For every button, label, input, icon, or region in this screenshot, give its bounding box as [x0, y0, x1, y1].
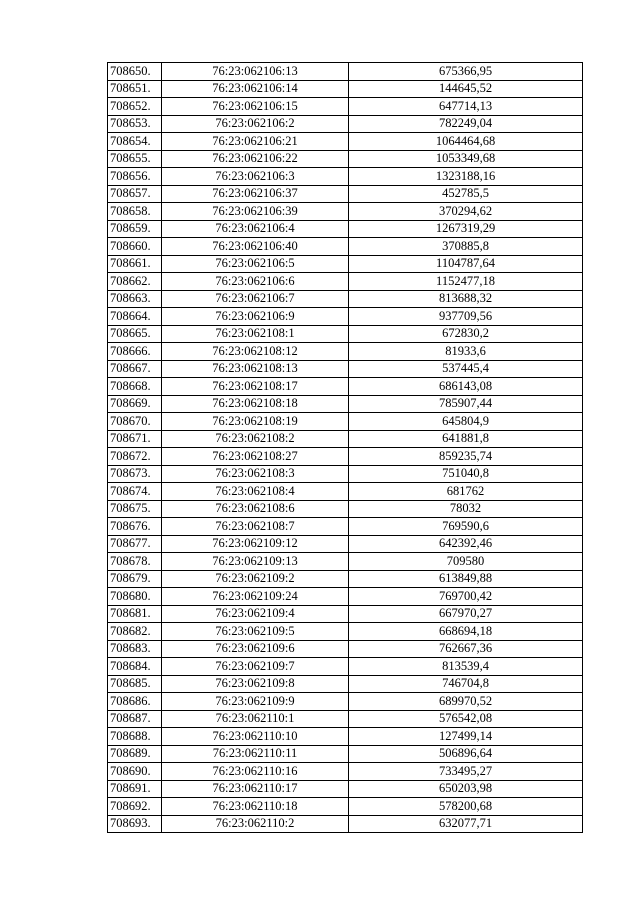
row-number: 708673.: [108, 465, 162, 483]
table-row: [108, 623, 583, 641]
row-number: 708688.: [108, 728, 162, 746]
cadastral-value: 1064464,68: [349, 133, 583, 151]
cadastral-number: 76:23:062106:6: [162, 273, 349, 291]
cadastral-number: 76:23:062108:4: [162, 483, 349, 501]
row-number: 708681.: [108, 605, 162, 623]
table-row: [108, 570, 583, 588]
cadastral-value: 78032: [349, 500, 583, 518]
table-row: [108, 675, 583, 693]
cadastral-number: 76:23:062106:21: [162, 133, 349, 151]
cadastral-number: 76:23:062109:7: [162, 658, 349, 676]
row-number: 708675.: [108, 500, 162, 518]
cadastral-number: 76:23:062108:17: [162, 378, 349, 396]
table-row: [108, 255, 583, 273]
cadastral-number: 76:23:062106:39: [162, 203, 349, 221]
cadastral-value: 1053349,68: [349, 150, 583, 168]
row-number: 708653.: [108, 115, 162, 133]
row-number: 708687.: [108, 710, 162, 728]
cadastral-number: 76:23:062110:16: [162, 763, 349, 781]
row-number: 708676.: [108, 518, 162, 536]
row-number: 708679.: [108, 570, 162, 588]
cadastral-number: 76:23:062106:14: [162, 80, 349, 98]
cadastral-number: 76:23:062106:9: [162, 308, 349, 326]
table-row: [108, 238, 583, 256]
cadastral-number: 76:23:062109:13: [162, 553, 349, 571]
cadastral-number: 76:23:062106:40: [162, 238, 349, 256]
row-number: 708657.: [108, 185, 162, 203]
table-row: [108, 133, 583, 151]
table-row: [108, 273, 583, 291]
row-number: 708654.: [108, 133, 162, 151]
table-row: [108, 745, 583, 763]
cadastral-number: 76:23:062110:18: [162, 798, 349, 816]
table-row: [108, 168, 583, 186]
cadastral-number: 76:23:062109:5: [162, 623, 349, 641]
cadastral-value: 81933,6: [349, 343, 583, 361]
row-number: 708665.: [108, 325, 162, 343]
cadastral-value: 452785,5: [349, 185, 583, 203]
row-number: 708652.: [108, 98, 162, 116]
row-number: 708656.: [108, 168, 162, 186]
table-body: [108, 63, 583, 833]
table-row: [108, 203, 583, 221]
cadastral-value: 859235,74: [349, 448, 583, 466]
table-row: [108, 465, 583, 483]
cadastral-value: 647714,13: [349, 98, 583, 116]
cadastral-value: 1323188,16: [349, 168, 583, 186]
table-row: [108, 588, 583, 606]
cadastral-value: 937709,56: [349, 308, 583, 326]
cadastral-number: 76:23:062106:13: [162, 63, 349, 81]
table-row: [108, 780, 583, 798]
row-number: 708692.: [108, 798, 162, 816]
row-number: 708650.: [108, 63, 162, 81]
cadastral-value: 632077,71: [349, 815, 583, 833]
cadastral-value: 785907,44: [349, 395, 583, 413]
row-number: 708672.: [108, 448, 162, 466]
table-row: [108, 430, 583, 448]
table-row: [108, 413, 583, 431]
table-row: [108, 605, 583, 623]
cadastral-number: 76:23:062106:22: [162, 150, 349, 168]
cadastral-value: 1104787,64: [349, 255, 583, 273]
row-number: 708663.: [108, 290, 162, 308]
cadastral-value: 668694,18: [349, 623, 583, 641]
cadastral-value: 746704,8: [349, 675, 583, 693]
row-number: 708664.: [108, 308, 162, 326]
cadastral-number: 76:23:062108:12: [162, 343, 349, 361]
table-row: [108, 80, 583, 98]
cadastral-value: 813688,32: [349, 290, 583, 308]
cadastral-value: 751040,8: [349, 465, 583, 483]
table-row: [108, 518, 583, 536]
table-row: [108, 395, 583, 413]
cadastral-number: 76:23:062110:17: [162, 780, 349, 798]
cadastral-value: 733495,27: [349, 763, 583, 781]
row-number: 708689.: [108, 745, 162, 763]
cadastral-number: 76:23:062108:6: [162, 500, 349, 518]
table-row: [108, 553, 583, 571]
cadastral-value: 762667,36: [349, 640, 583, 658]
row-number: 708668.: [108, 378, 162, 396]
cadastral-value: 769590,6: [349, 518, 583, 536]
cadastral-number: 76:23:062109:24: [162, 588, 349, 606]
cadastral-value: 127499,14: [349, 728, 583, 746]
cadastral-number: 76:23:062109:4: [162, 605, 349, 623]
cadastral-number: 76:23:062110:1: [162, 710, 349, 728]
table-row: [108, 115, 583, 133]
cadastral-value: 613849,88: [349, 570, 583, 588]
cadastral-number: 76:23:062106:15: [162, 98, 349, 116]
cadastral-number: 76:23:062106:2: [162, 115, 349, 133]
cadastral-value: 681762: [349, 483, 583, 501]
row-number: 708658.: [108, 203, 162, 221]
row-number: 708669.: [108, 395, 162, 413]
table-row: [108, 728, 583, 746]
cadastral-number: 76:23:062110:11: [162, 745, 349, 763]
cadastral-number: 76:23:062106:37: [162, 185, 349, 203]
cadastral-value: 782249,04: [349, 115, 583, 133]
table-row: [108, 325, 583, 343]
table-row: [108, 448, 583, 466]
cadastral-number: 76:23:062110:10: [162, 728, 349, 746]
row-number: 708690.: [108, 763, 162, 781]
row-number: 708678.: [108, 553, 162, 571]
table-row: [108, 640, 583, 658]
row-number: 708666.: [108, 343, 162, 361]
cadastral-value: 650203,98: [349, 780, 583, 798]
row-number: 708659.: [108, 220, 162, 238]
row-number: 708682.: [108, 623, 162, 641]
row-number: 708651.: [108, 80, 162, 98]
cadastral-value-table: [107, 62, 583, 833]
table-row: [108, 98, 583, 116]
cadastral-number: 76:23:062109:12: [162, 535, 349, 553]
cadastral-value: 641881,8: [349, 430, 583, 448]
row-number: 708686.: [108, 693, 162, 711]
cadastral-value: 675366,95: [349, 63, 583, 81]
row-number: 708674.: [108, 483, 162, 501]
table-row: [108, 308, 583, 326]
table-row: [108, 483, 583, 501]
table-row: [108, 220, 583, 238]
cadastral-value: 1152477,18: [349, 273, 583, 291]
row-number: 708671.: [108, 430, 162, 448]
table-row: [108, 535, 583, 553]
cadastral-number: 76:23:062109:9: [162, 693, 349, 711]
row-number: 708660.: [108, 238, 162, 256]
table-row: [108, 63, 583, 81]
cadastral-value: 686143,08: [349, 378, 583, 396]
row-number: 708670.: [108, 413, 162, 431]
cadastral-number: 76:23:062106:7: [162, 290, 349, 308]
row-number: 708655.: [108, 150, 162, 168]
cadastral-number: 76:23:062108:7: [162, 518, 349, 536]
table-row: [108, 763, 583, 781]
cadastral-value: 578200,68: [349, 798, 583, 816]
row-number: 708667.: [108, 360, 162, 378]
cadastral-value: 642392,46: [349, 535, 583, 553]
cadastral-value: 537445,4: [349, 360, 583, 378]
table-row: [108, 500, 583, 518]
cadastral-number: 76:23:062109:6: [162, 640, 349, 658]
row-number: 708691.: [108, 780, 162, 798]
table-row: [108, 658, 583, 676]
cadastral-value: 769700,42: [349, 588, 583, 606]
row-number: 708693.: [108, 815, 162, 833]
table-row: [108, 693, 583, 711]
cadastral-value: 645804,9: [349, 413, 583, 431]
cadastral-number: 76:23:062108:1: [162, 325, 349, 343]
cadastral-value: 689970,52: [349, 693, 583, 711]
table-row: [108, 150, 583, 168]
table-row: [108, 343, 583, 361]
table-row: [108, 290, 583, 308]
cadastral-number: 76:23:062108:27: [162, 448, 349, 466]
row-number: 708662.: [108, 273, 162, 291]
table-row: [108, 798, 583, 816]
cadastral-number: 76:23:062106:5: [162, 255, 349, 273]
table-row: [108, 360, 583, 378]
row-number: 708661.: [108, 255, 162, 273]
row-number: 708685.: [108, 675, 162, 693]
cadastral-number: 76:23:062106:3: [162, 168, 349, 186]
row-number: 708680.: [108, 588, 162, 606]
cadastral-number: 76:23:062108:13: [162, 360, 349, 378]
cadastral-value: 144645,52: [349, 80, 583, 98]
cadastral-number: 76:23:062108:18: [162, 395, 349, 413]
cadastral-number: 76:23:062108:19: [162, 413, 349, 431]
table-row: [108, 185, 583, 203]
cadastral-number: 76:23:062108:2: [162, 430, 349, 448]
cadastral-value: 709580: [349, 553, 583, 571]
table-row: [108, 378, 583, 396]
cadastral-value: 576542,08: [349, 710, 583, 728]
cadastral-value: 672830,2: [349, 325, 583, 343]
cadastral-value: 813539,4: [349, 658, 583, 676]
cadastral-number: 76:23:062106:4: [162, 220, 349, 238]
row-number: 708683.: [108, 640, 162, 658]
cadastral-value: 370885,8: [349, 238, 583, 256]
table-row: [108, 710, 583, 728]
table-row: [108, 815, 583, 833]
cadastral-number: 76:23:062110:2: [162, 815, 349, 833]
cadastral-number: 76:23:062109:2: [162, 570, 349, 588]
row-number: 708677.: [108, 535, 162, 553]
cadastral-number: 76:23:062108:3: [162, 465, 349, 483]
cadastral-value: 506896,64: [349, 745, 583, 763]
cadastral-number: 76:23:062109:8: [162, 675, 349, 693]
row-number: 708684.: [108, 658, 162, 676]
cadastral-value: 667970,27: [349, 605, 583, 623]
cadastral-value: 370294,62: [349, 203, 583, 221]
cadastral-value: 1267319,29: [349, 220, 583, 238]
